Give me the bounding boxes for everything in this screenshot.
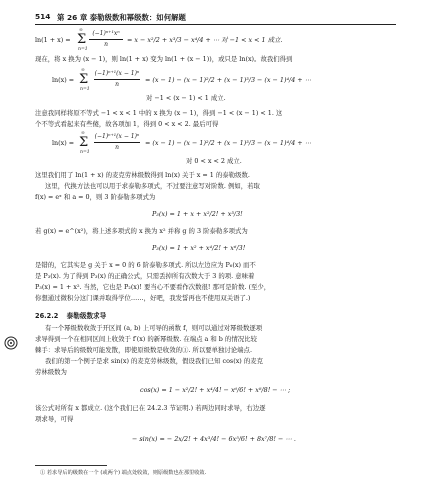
- eq2-lhs: ln(x) =: [52, 76, 75, 84]
- section-heading: [35, 310, 106, 320]
- eq2-fraction-bar: [94, 79, 140, 80]
- para-wrong-3: P₃(x) = 1 + x². 当然，它也是 P₂(x)! 要当心不要看作次数很! 那可是阶数. (至少，: [35, 283, 271, 291]
- eq3-rhs: = (x − 1) − (x − 1)²/2 + (x − 1)³/3 − (x − 1)⁴/4 + ⋯: [145, 139, 312, 147]
- eq1-sigma: Σ: [77, 32, 87, 47]
- chapter-title: 第 26 章 泰勒级数和幂级数：如何解题: [57, 13, 186, 22]
- para-wrong-2: 是 P₃(x). 为了得到 P₃(x) 的正确公式，只需丢掉所有次数大于 3 的项. 意味着: [35, 272, 255, 280]
- margin-bullseye-icon: [4, 336, 18, 350]
- para-derivative-1: 有一个幂级数收敛于开区间 (a, b) 上可导的函数 f，则可以通过对幂级数逐项: [45, 324, 263, 332]
- eq3-sum-bottom: n=1: [80, 150, 90, 155]
- para-differentiate-1: 该公式对所有 x 都成立. (这个我们已在 24.2.3 节证明.) 若两边同时求导，右边逐: [35, 404, 266, 412]
- eq3-numerator: (−1)ⁿ⁺¹(x − 1)ⁿ: [94, 133, 140, 140]
- header-rule: [35, 24, 396, 25]
- eq2-sum-top: ∞: [81, 68, 85, 73]
- para-inequality-2: 个不等式看起来有些傻，故各项加 1，得到 0 < x < 2. 最后可得: [35, 120, 219, 128]
- para-taylor-3: f(x) = eˣ 和 a = 0，则 3 阶泰勒多项式为: [35, 193, 156, 201]
- eq3-lhs: ln(x) =: [52, 139, 75, 147]
- eq2-condition: 对 −1 < (x − 1) < 1 成立.: [146, 94, 226, 102]
- para-wrong-1: 是错的，它其实是 g 关于 x = 0 的 6 阶泰勒多项式. 所以左边应为 P₆(x) 而不: [35, 261, 256, 269]
- eq2-sigma: Σ: [79, 72, 89, 87]
- eq1-rhs: = x − x²/2 + x³/3 − x⁴/4 + ⋯ 对 −1 < x < 1 成立.: [127, 36, 283, 44]
- eq1-lhs: ln(1 + x) =: [35, 36, 71, 44]
- eq3-fraction-bar: [94, 142, 140, 143]
- para-inequality-1: 注意我同样将原不等式 −1 < x < 1 中的 x 换为 (x − 1)，得到 −1 < (x − 1) < 1. 这: [35, 109, 283, 117]
- equation-cos-series: cos(x) = 1 − x²/2! + x⁴/4! − x⁶/6! + x⁸/8! − ⋯ ;: [140, 386, 291, 394]
- eq2-numerator: (−1)ⁿ⁺¹(x − 1)ⁿ: [94, 70, 140, 77]
- running-header: [35, 12, 396, 24]
- para-substitution: 现在，将 x 换为 (x − 1)，则 ln(1 + x) 变为 ln(1 + (x − 1))，或只是 ln(x)。故我们得到: [35, 55, 293, 63]
- eq1-sum-top: ∞: [79, 28, 83, 33]
- equation-sin-derivative: − sin(x) = − 2x/2! + 4x³/4! − 6x⁵/6! + 8x⁷/8! − ⋯ .: [132, 435, 296, 443]
- para-derivative-2: 求导得到一个在相同区间上收敛于 f′(x) 的新幂级数. 在端点 a 和 b 的情况比较: [35, 335, 257, 343]
- para-derivative-4: 我们的第一个例子是求 sin(x) 的麦克劳林级数，假设我们已知 cos(x) 的麦克: [45, 357, 263, 365]
- section-number: 26.2.2: [35, 312, 59, 320]
- eq2-rhs: = (x − 1) − (x − 1)²/2 + (x − 1)³/3 − (x − 1)⁴/4 + ⋯: [145, 76, 312, 84]
- eq3-condition: 对 0 < x < 2 成立.: [186, 157, 242, 165]
- eq2-denominator: n: [115, 81, 119, 88]
- eq1-denominator: n: [104, 41, 108, 48]
- para-derivative-5: 劳林级数为: [35, 368, 67, 376]
- eq1-sum-bottom: n=1: [78, 47, 88, 52]
- equation-p3-exp: P₃(x) = 1 + x + x²/2! + x³/3!: [152, 210, 243, 218]
- eq3-denominator: n: [115, 144, 119, 151]
- page-number: 514: [35, 12, 51, 21]
- section-title: 泰勒级数求导: [66, 312, 107, 320]
- eq1-fraction-bar: [89, 39, 123, 40]
- para-derivative-3: 棘手：求导后的级数可能发散，即使原级数是收敛的①. 所以要单独讨论端点.: [35, 346, 252, 354]
- eq3-sum-top: ∞: [81, 131, 85, 136]
- eq1-numerator: (−1)ⁿ⁺¹xⁿ: [92, 30, 120, 37]
- para-differentiate-2: 项求导，可得: [35, 415, 74, 423]
- footnote: ① 若求导后的级数在一个 (或两个) 端点处收敛，则原级数也在那里收敛.: [40, 470, 207, 476]
- para-taylor-1: 这里我们用了 ln(1 + x) 的麦克劳林级数得到 ln(x) 关于 x = 1 的泰勒级数.: [35, 171, 250, 179]
- para-taylor-2: 这里，代换方法也可以用于求泰勒多项式，不过要注意写对阶数. 例如，若取: [45, 182, 260, 190]
- para-g-substitution: 若 g(x) = e^(x²)，将上述多项式的 x 换为 x² 并称 g 的 3 阶泰勒多项式为: [35, 227, 248, 235]
- eq3-sigma: Σ: [79, 135, 89, 150]
- equation-p3-g: P₃(x) = 1 + x² + x⁴/2! + x⁶/3!: [152, 244, 246, 252]
- footnote-rule: [35, 465, 107, 466]
- para-wrong-4: 你想通过微积分这门课并取得学位……，好吧，我发誓再也不使用双关语了.): [35, 294, 251, 302]
- eq2-sum-bottom: n=1: [80, 87, 90, 92]
